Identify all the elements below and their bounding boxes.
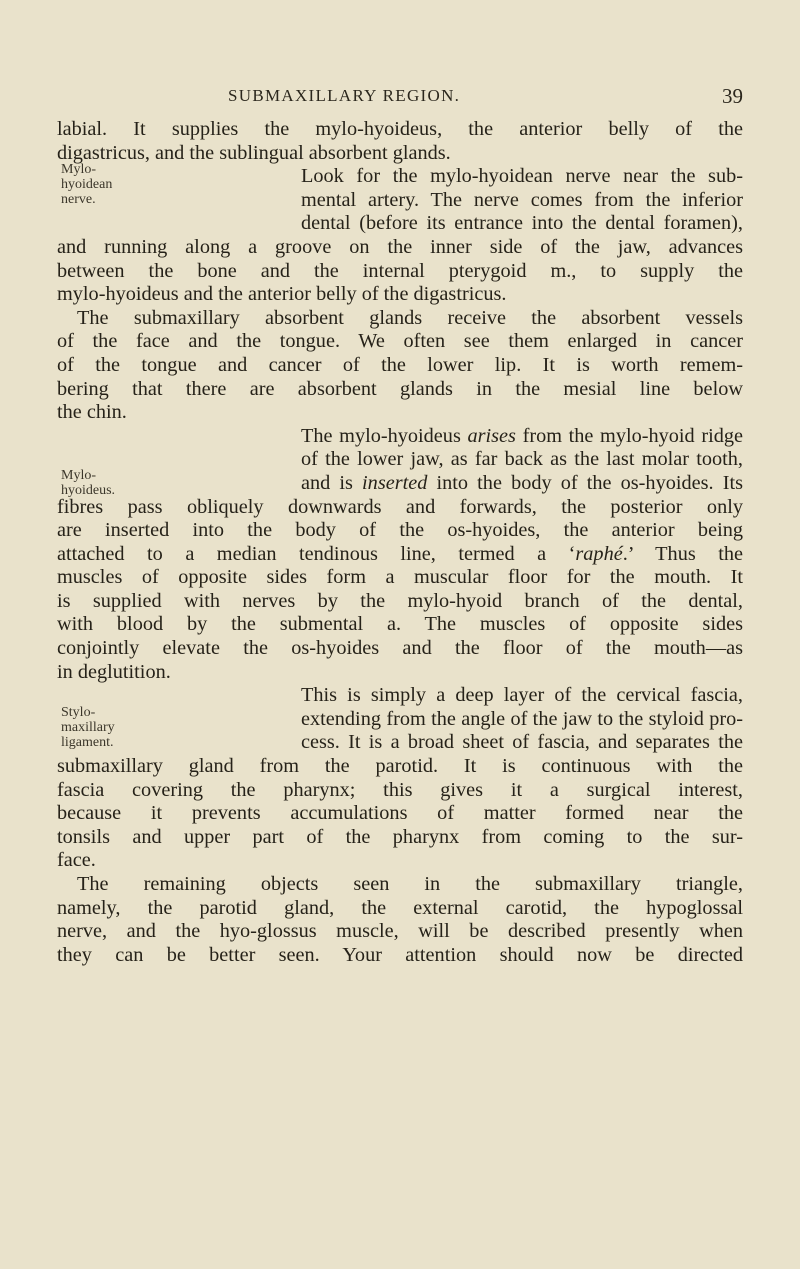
text-line: and running along a groove on the inner side of the jaw, advances bbox=[57, 235, 743, 258]
sidenote-line: maxillary bbox=[61, 720, 115, 735]
text-line: is supplied with nerves by the mylo-hyoid branch of the dental, bbox=[57, 589, 743, 612]
page-header bbox=[0, 86, 800, 116]
sidenote-line: hyoideus. bbox=[61, 483, 116, 498]
text-line: cess. It is a broad sheet of fascia, and separates the bbox=[301, 731, 743, 754]
text-line: in deglutition. bbox=[57, 660, 171, 683]
sidenote-line: nerve. bbox=[61, 192, 96, 207]
text-line: tonsils and upper part of the pharynx from coming to the sur- bbox=[57, 825, 743, 848]
text-line: digastricus, and the sublingual absorbent glands. bbox=[57, 141, 451, 164]
text-line: dental (before its entrance into the dental foramen), bbox=[301, 212, 743, 235]
text-line: mylo-hyoideus and the anterior belly of the digastricus. bbox=[57, 283, 507, 306]
text-line: nerve, and the hyo-glossus muscle, will be described presently when bbox=[57, 920, 743, 943]
text-line: attached to a median tendinous line, termed a ‘raphé.’ Thus the bbox=[57, 542, 743, 565]
text-line: are inserted into the body of the os-hyoides, the anterior being bbox=[57, 519, 743, 542]
text-line: between the bone and the internal pterygoid m., to supply the bbox=[57, 259, 743, 282]
text-line: the chin. bbox=[57, 401, 127, 424]
text-line: The mylo-hyoideus arises from the mylo-hyoid ridge bbox=[301, 424, 743, 447]
text-line: they can be better seen. Your attention should now be directed bbox=[57, 943, 743, 966]
text-line: of the tongue and cancer of the lower lip. It is worth remem- bbox=[57, 353, 743, 376]
body-text bbox=[57, 118, 743, 967]
sidenote-line: Stylo- bbox=[61, 705, 96, 720]
text-line: muscles of opposite sides form a muscular floor for the mouth. It bbox=[57, 566, 743, 589]
text-line: The submaxillary absorbent glands receive the absorbent vessels bbox=[77, 306, 743, 329]
text-line: Look for the mylo-hyoidean nerve near the sub- bbox=[301, 165, 743, 188]
sidenote-line: hyoidean bbox=[61, 177, 113, 192]
sidenote-line: ligament. bbox=[61, 735, 114, 750]
text-line: with blood by the submental a. The muscles of opposite sides bbox=[57, 613, 743, 636]
running-head: SUBMAXILLARY REGION. bbox=[228, 86, 461, 105]
text-line: conjointly elevate the os-hyoides and the floor of the mouth—as bbox=[57, 637, 743, 660]
text-line: because it prevents accumulations of matter formed near the bbox=[57, 802, 743, 825]
text-line: and is inserted into the body of the os-hyoides. Its bbox=[301, 471, 743, 494]
text-line: The remaining objects seen in the submaxillary triangle, bbox=[77, 873, 743, 895]
sidenote-line: Mylo- bbox=[61, 162, 96, 177]
text-line: bering that there are absorbent glands in the mesial line below bbox=[57, 377, 743, 400]
text-line: fascia covering the pharynx; this gives it a surgical interest, bbox=[57, 778, 743, 801]
page-number: 39 bbox=[722, 84, 743, 108]
text-line: extending from the angle of the jaw to the styloid pro- bbox=[301, 707, 743, 730]
text-line: fibres pass obliquely downwards and forwards, the posterior only bbox=[57, 495, 743, 518]
text-line: submaxillary gland from the parotid. It is continuous with the bbox=[57, 755, 743, 778]
text-line: mental artery. The nerve comes from the inferior bbox=[301, 188, 743, 211]
text-line: This is simply a deep layer of the cervical fascia, bbox=[301, 684, 743, 707]
text-line: of the face and the tongue. We often see them enlarged in cancer bbox=[57, 330, 743, 353]
text-line: labial. It supplies the mylo-hyoideus, the anterior belly of the bbox=[57, 118, 743, 140]
sidenote-line: Mylo- bbox=[61, 468, 96, 483]
text-line: of the lower jaw, as far back as the last molar tooth, bbox=[301, 448, 743, 471]
text-line: namely, the parotid gland, the external carotid, the hypoglossal bbox=[57, 896, 743, 919]
text-line: face. bbox=[57, 849, 96, 872]
